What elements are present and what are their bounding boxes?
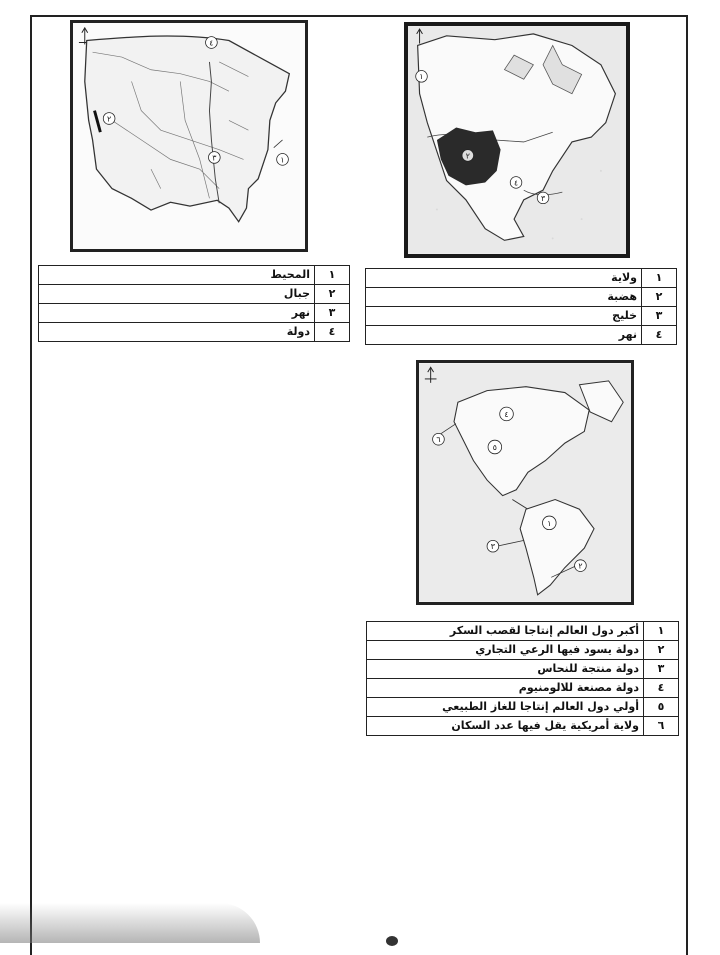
- row-number: ٣: [644, 660, 679, 679]
- row-label: أكبر دول العالم إنتاجا لقصب السكر: [367, 622, 644, 641]
- row-number: ٤: [644, 679, 679, 698]
- table-row: [367, 717, 679, 736]
- row-label: ولاية أمريكية يقل فيها عدد السكان: [367, 717, 644, 736]
- table-row: [367, 622, 679, 641]
- row-label: دولة مصنعة للالومنيوم: [367, 679, 644, 698]
- table-row: [39, 304, 350, 323]
- americas-map: [416, 360, 634, 605]
- row-number: ٤: [315, 323, 350, 342]
- table-row: [367, 641, 679, 660]
- row-number: ١: [642, 269, 677, 288]
- americas-legend-table: [366, 621, 679, 736]
- table-row: [39, 285, 350, 304]
- leader-line: [274, 140, 283, 148]
- na-marker-3: ٣: [540, 193, 546, 203]
- row-label: نهر: [366, 326, 642, 345]
- row-label: دولة: [39, 323, 315, 342]
- north-america-map: [404, 22, 630, 258]
- table-row: [367, 679, 679, 698]
- row-number: ٣: [642, 307, 677, 326]
- row-label: المحيط: [39, 266, 315, 285]
- row-label: دولة يسود فيها الرعي التجاري: [367, 641, 644, 660]
- americas-marker-2: ٢: [578, 561, 583, 571]
- page-mark: [386, 936, 398, 946]
- usa-marker-1: ١: [280, 155, 285, 165]
- north-america-map-drawing: [408, 26, 626, 254]
- table-row: [39, 266, 350, 285]
- americas-marker-5: ٥: [492, 442, 497, 452]
- table-row: [366, 326, 677, 345]
- north-america-legend-table: [365, 268, 677, 345]
- americas-marker-3: ٣: [490, 542, 495, 552]
- page-shadow: [0, 903, 260, 943]
- americas-marker-1: ١: [547, 518, 552, 528]
- na-marker-1: ١: [419, 72, 424, 82]
- row-label: أولي دول العالم إنتاجا للغاز الطبيعي: [367, 698, 644, 717]
- row-label: جبال: [39, 285, 315, 304]
- row-number: ٦: [644, 717, 679, 736]
- table-row: [367, 698, 679, 717]
- table-row: [39, 323, 350, 342]
- row-number: ١: [644, 622, 679, 641]
- row-number: ١: [315, 266, 350, 285]
- row-label: هضبة: [366, 288, 642, 307]
- usa-outline: [85, 36, 290, 222]
- row-number: ٥: [644, 698, 679, 717]
- na-marker-2: ٢: [465, 151, 470, 161]
- usa-map-drawing: [73, 23, 305, 249]
- table-row: [366, 307, 677, 326]
- table-row: [367, 660, 679, 679]
- table-row: [366, 269, 677, 288]
- table-row: [366, 288, 677, 307]
- americas-marker-6: ٦: [436, 435, 441, 445]
- row-number: ٣: [315, 304, 350, 323]
- usa-marker-3: ٣: [212, 153, 217, 163]
- row-label: ولاية: [366, 269, 642, 288]
- row-label: نهر: [39, 304, 315, 323]
- usa-map: [70, 20, 308, 252]
- row-number: ٢: [642, 288, 677, 307]
- usa-marker-4: ٤: [209, 38, 214, 48]
- na-marker-4: ٤: [513, 178, 519, 188]
- row-number: ٢: [644, 641, 679, 660]
- americas-marker-4: ٤: [504, 409, 509, 419]
- row-label: خليج: [366, 307, 642, 326]
- usa-marker-2: ٢: [107, 114, 112, 124]
- usa-legend-table: [38, 265, 350, 342]
- americas-map-drawing: [419, 363, 631, 602]
- row-number: ٤: [642, 326, 677, 345]
- row-label: دولة منتجة للنحاس: [367, 660, 644, 679]
- row-number: ٢: [315, 285, 350, 304]
